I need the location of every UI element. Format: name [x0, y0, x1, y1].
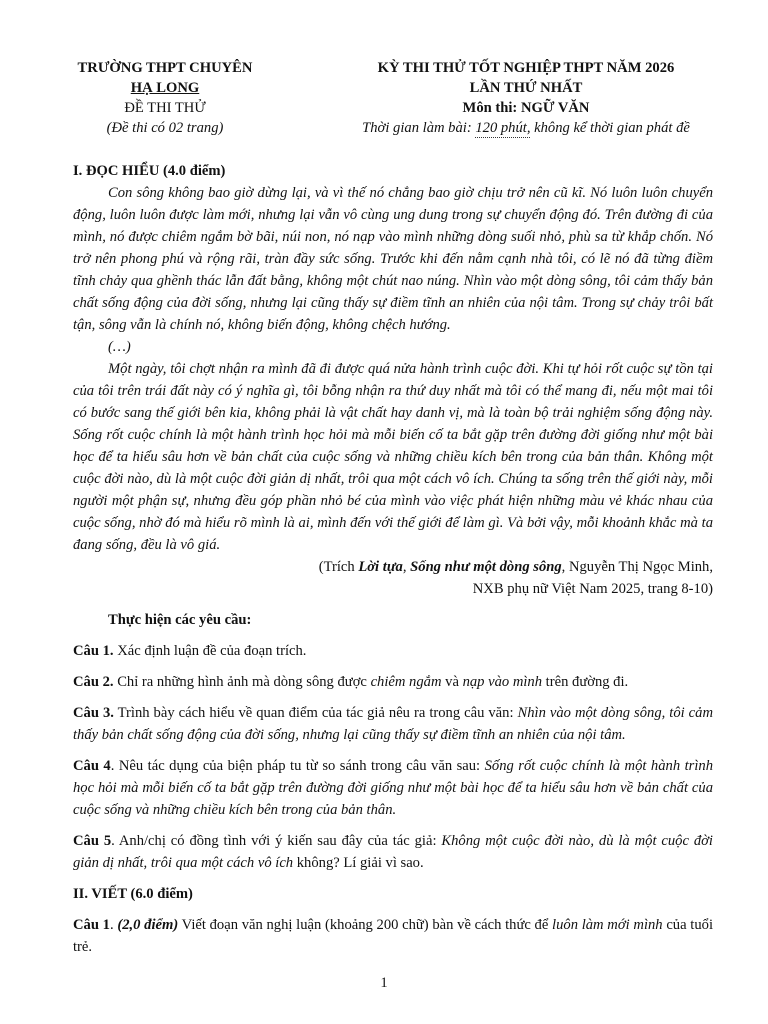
- time-value: 120 phút,: [475, 120, 531, 136]
- subject-value: NGỮ VĂN: [520, 100, 590, 116]
- question-2: [73, 671, 713, 693]
- q2-text-a: Chỉ ra những hình ảnh mà dòng sông được: [113, 674, 371, 690]
- exam-title: KỲ THI THỬ TỐT NGHIỆP THPT NĂM 2026: [377, 60, 675, 76]
- page-number: 1: [380, 975, 388, 991]
- section2-heading: II. VIẾT (6.0 điểm): [73, 886, 193, 902]
- q5-label: Câu 5: [73, 833, 112, 849]
- c1-dot: .: [109, 917, 118, 933]
- q3-text: Trình bày cách hiểu về quan điểm của tác giả nêu ra trong câu văn:: [113, 705, 518, 721]
- q1-label: Câu 1.: [73, 643, 114, 659]
- q5-text-b: không? Lí giải vì sao.: [293, 855, 424, 871]
- pages-note: (Đề thi có 02 trang): [106, 120, 224, 136]
- question-1: [73, 640, 713, 662]
- c1-italic: luôn làm mới mình: [552, 917, 663, 933]
- question-5: [73, 830, 713, 874]
- c1-points: (2,0 điểm): [117, 917, 179, 933]
- q3-label: Câu 3.: [73, 705, 114, 721]
- cite-prefix: (Trích: [318, 559, 359, 575]
- doc-type: ĐỀ THI THỬ: [124, 100, 206, 116]
- cite-sep: ,: [402, 559, 411, 575]
- writing-task-1: [73, 914, 713, 958]
- exam-info-block: [326, 58, 726, 138]
- exam-time: [326, 118, 726, 138]
- q1-text: Xác định luận đề của đoạn trích.: [113, 643, 307, 659]
- c1-text-b: của tuổi trẻ.: [73, 917, 713, 955]
- q5-quote: Không một cuộc đời nào, dù là một cuộc đời giản dị nhất, trôi qua một cách vô ích: [73, 833, 713, 871]
- exam-content: [73, 160, 713, 958]
- c1-text-a: Viết đoạn văn nghị luận (khoảng 200 chữ) bàn về cách thức để: [178, 917, 553, 933]
- citation-line1: [73, 556, 713, 578]
- question-3: [73, 702, 713, 746]
- q2-label: Câu 2.: [73, 674, 114, 690]
- q2-text-c: trên đường đi.: [542, 674, 629, 690]
- passage-paragraph-2: Một ngày, tôi chợt nhận ra mình đã đi được quá nửa hành trình cuộc đời. Khi tự hỏi rốt cuộc sự tồn tại của tôi trên trái đất này có ý nghĩa gì, tôi bỗng nhận ra thứ duy nhất mà tôi có thể mang đi, nếu một mai tôi có bước sang thế giới bên kia, không phải là vật chất hay danh vị, mà là toàn bộ trải nghiệm sống động này. Sống rốt cuộc chính là một hành trình học hỏi mà mỗi biến cố ta bắt gặp trên đường đời giống như một bài học để ta hiểu sâu hơn về bản chất của cuộc sống và những chiều kích bên trong của bản thân. Không một cuộc đời nào, dù là một cuộc đời giản dị nhất, trôi qua một cách vô ích. Chúng ta sống trên thế giới này, mỗi người một phận sự, nhưng đều góp phần nhỏ bé của mình vào việc phát hiện những màu vẻ khác nhau của cuộc sống, nhờ đó mà hiểu rõ mình là ai, mình đến với thế giới để làm gì. Và bởi vậy, mỗi khoảnh khắc mà ta đang sống, đều là vô giá.: [73, 361, 713, 553]
- q4-label: Câu 4: [73, 758, 111, 774]
- q2-italic-2: nạp vào mình: [462, 674, 543, 690]
- q3-quote: Nhìn vào một dòng sông, tôi cảm thấy bản chất sống động của đời sống, nhưng lại cũng thấy sự điềm tĩnh an nhiên của nội tâm.: [73, 705, 713, 743]
- exam-subject: [326, 98, 726, 118]
- q2-italic-1: chiêm ngắm: [370, 674, 442, 690]
- c1-label: Câu 1: [73, 917, 110, 933]
- subject-label: Môn thi:: [462, 100, 518, 116]
- school-name-line2: HẠ LONG: [130, 80, 200, 96]
- q5-text: . Anh/chị có đồng tình với ý kiến sau đây của tác giả:: [111, 833, 442, 849]
- cite-work-1: Lời tựa: [358, 559, 403, 575]
- school-block: [60, 58, 270, 138]
- time-suffix: không kể thời gian phát đề: [530, 120, 690, 136]
- tasks-heading: Thực hiện các yêu cầu:: [108, 612, 252, 628]
- school-name-line1: TRƯỜNG THPT CHUYÊN: [77, 60, 253, 76]
- cite-author: , Nguyễn Thị Ngọc Minh,: [561, 559, 713, 575]
- q4-quote: Sống rốt cuộc chính là một hành trình học hỏi mà mỗi biến cố ta bắt gặp trên đường đời giống như một bài học để ta hiểu sâu hơn về bản chất của cuộc sống và những chiều kích bên trong của bản thân.: [73, 758, 713, 818]
- q4-text: . Nêu tác dụng của biện pháp tu từ so sánh trong câu văn sau:: [110, 758, 485, 774]
- exam-round: LẦN THỨ NHẤT: [469, 80, 583, 96]
- time-prefix: Thời gian làm bài:: [362, 120, 476, 136]
- passage-ellipsis: (…): [108, 339, 131, 355]
- citation-line2: NXB phụ nữ Việt Nam 2025, trang 8-10): [472, 581, 713, 597]
- cite-work-2: Sống như một dòng sông: [410, 559, 562, 575]
- q2-text-b: và: [441, 674, 463, 690]
- section1-heading: I. ĐỌC HIỂU (4.0 điểm): [73, 163, 226, 179]
- question-4: [73, 755, 713, 821]
- passage-paragraph-1: Con sông không bao giờ dừng lại, và vì thế nó chẳng bao giờ chịu trở nên cũ kĩ. Nó luôn luôn chuyển động, luôn luôn được làm mới, nhưng lại vẫn vô cùng ung dung trong sự chuyển động đó. Trên đường đi của mình, nó được chiêm ngắm bờ bãi, núi non, nó nạp vào mình những dòng suối nhỏ, phù sa từ khắp chốn. Nó trở nên phong phú và rộng rãi, tràn đầy sức sống. Trước khi đến nằm cạnh nhà tôi, có lẽ nó đã từng điềm tĩnh chảy qua ghềnh thác lẫn đất bằng, không một chút nao núng. Nhìn vào một dòng sông, tôi cảm thấy bản chất sống động của đời sống, nhưng lại cũng thấy sự điềm tĩnh an nhiên của nội tâm. Trong sự chảy trôi bất tận, sông vẫn là chính nó, không biến động, không chệch hướng.: [73, 185, 713, 333]
